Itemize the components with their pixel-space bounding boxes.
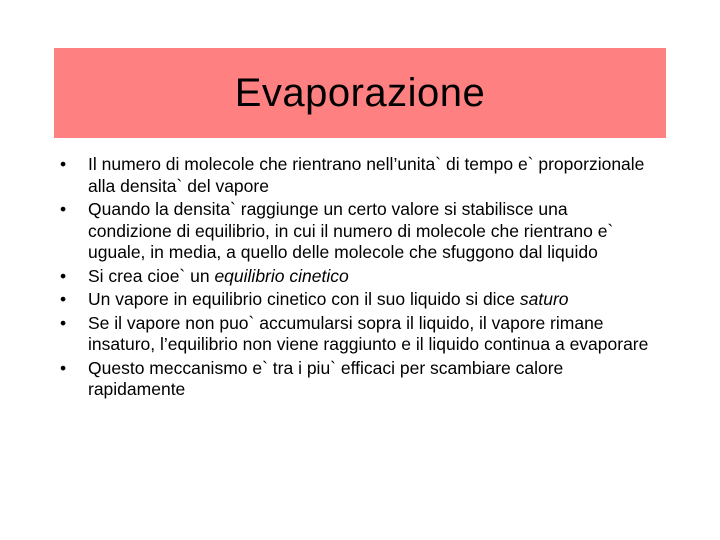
bullet-marker: • (60, 154, 67, 174)
bullet-marker: • (60, 357, 67, 378)
bullet-item (60, 266, 650, 288)
bullet-text: Si crea cioe` un (88, 265, 215, 286)
bullet-text: Questo meccanismo e` tra i piu` efficaci per scambiare calore rapidamente (88, 357, 564, 399)
bullet-text: Se il vapore non puo` accumularsi sopra il liquido, il vapore rimane insaturo, l’equilibrio non viene raggiunto e il liquido continua a evaporare (88, 312, 649, 354)
bullet-text: Un vapore in equilibrio cinetico con il suo liquido si dice (88, 289, 520, 309)
bullet-text: Quando la densita` raggiunge un certo valore si stabilisce una condizione di equilibrio, in cui il numero di molecole che rientrano e` uguale, in media, a quello delle molecole che sfuggono dal liquido (88, 199, 614, 262)
bullet-item (60, 289, 650, 311)
bullet-marker: • (60, 289, 67, 309)
bullet-marker: • (60, 265, 67, 286)
bullet-text-italic: saturo (519, 289, 569, 309)
bullet-item (60, 154, 650, 197)
bullet-text-italic: equilibrio cinetico (214, 265, 349, 286)
bullet-item (60, 358, 650, 401)
bullet-list (60, 154, 650, 403)
title-banner (54, 48, 666, 138)
bullet-item (60, 199, 650, 264)
bullet-text: Il numero di molecole che rientrano nell’unita` di tempo e` proporzionale alla densita` del vapore (88, 154, 645, 196)
bullet-marker: • (60, 199, 67, 219)
bullet-item (60, 313, 650, 356)
bullet-marker: • (60, 312, 67, 333)
slide-title: Evaporazione (234, 70, 486, 115)
